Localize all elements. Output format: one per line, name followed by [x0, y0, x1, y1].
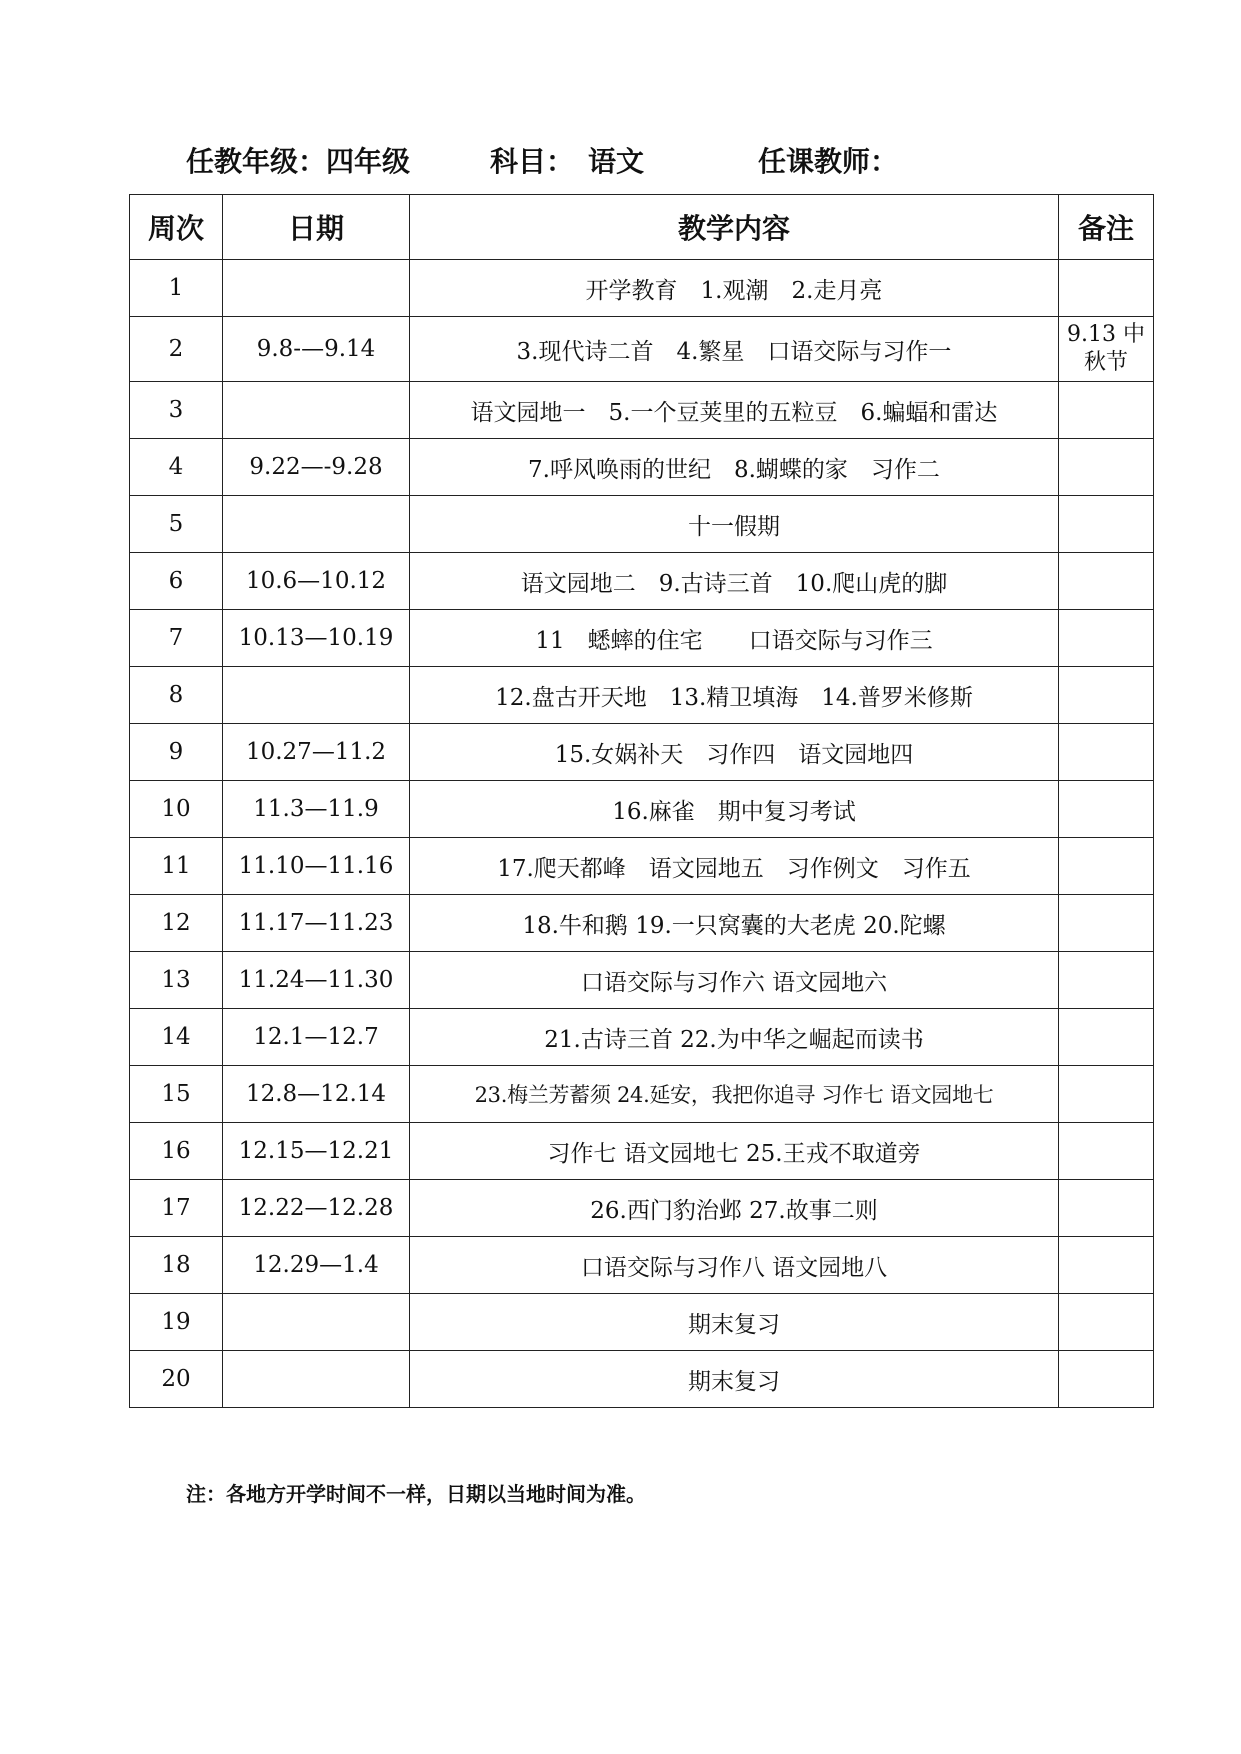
date-cell: 10.27—11.2 — [223, 724, 410, 781]
table-row — [130, 1066, 1154, 1123]
note-cell — [1059, 1294, 1154, 1351]
content-cell: 期末复习 — [410, 1294, 1059, 1351]
week-cell: 18 — [130, 1237, 223, 1294]
content-cell: 开学教育 1.观潮 2.走月亮 — [410, 260, 1059, 317]
week-cell: 6 — [130, 553, 223, 610]
content-cell: 习作七 语文园地七 25.王戎不取道旁 — [410, 1123, 1059, 1180]
date-cell: 12.15—12.21 — [223, 1123, 410, 1180]
table-row — [130, 610, 1154, 667]
table-row — [130, 1123, 1154, 1180]
table-row — [130, 496, 1154, 553]
week-cell: 5 — [130, 496, 223, 553]
column-header-note: 备注 — [1059, 195, 1154, 260]
week-cell: 4 — [130, 439, 223, 496]
content-cell: 语文园地一 5.一个豆荚里的五粒豆 6.蝙蝠和雷达 — [410, 382, 1059, 439]
content-cell: 口语交际与习作八 语文园地八 — [410, 1237, 1059, 1294]
table-row — [130, 1180, 1154, 1237]
date-cell — [223, 382, 410, 439]
note-cell — [1059, 667, 1154, 724]
note-cell — [1059, 895, 1154, 952]
content-cell: 17.爬天都峰 语文园地五 习作例文 习作五 — [410, 838, 1059, 895]
week-cell: 19 — [130, 1294, 223, 1351]
date-cell — [223, 1294, 410, 1351]
table-row — [130, 895, 1154, 952]
week-cell: 8 — [130, 667, 223, 724]
note-cell — [1059, 838, 1154, 895]
subject-label: 科目： 语文 — [490, 145, 645, 178]
note-cell — [1059, 439, 1154, 496]
note-cell — [1059, 1180, 1154, 1237]
content-cell: 16.麻雀 期中复习考试 — [410, 781, 1059, 838]
note-cell — [1059, 952, 1154, 1009]
table-row — [130, 1009, 1154, 1066]
date-cell: 10.6—10.12 — [223, 553, 410, 610]
table-row — [130, 260, 1154, 317]
grade-label: 任教年级：四年级 — [186, 145, 411, 178]
week-cell: 2 — [130, 317, 223, 382]
content-cell: 23.梅兰芳蓄须 24.延安，我把你追寻 习作七 语文园地七 — [410, 1066, 1059, 1123]
content-cell: 21.古诗三首 22.为中华之崛起而读书 — [410, 1009, 1059, 1066]
note-cell — [1059, 610, 1154, 667]
content-cell: 十一假期 — [410, 496, 1059, 553]
table-row — [130, 1294, 1154, 1351]
date-cell: 11.17—11.23 — [223, 895, 410, 952]
table-header-row — [130, 195, 1154, 260]
week-cell: 14 — [130, 1009, 223, 1066]
note-cell — [1059, 260, 1154, 317]
week-cell: 12 — [130, 895, 223, 952]
week-cell: 16 — [130, 1123, 223, 1180]
content-cell: 12.盘古开天地 13.精卫填海 14.普罗米修斯 — [410, 667, 1059, 724]
week-cell: 9 — [130, 724, 223, 781]
week-cell: 3 — [130, 382, 223, 439]
date-cell: 11.3—11.9 — [223, 781, 410, 838]
note-cell — [1059, 382, 1154, 439]
note-cell — [1059, 1237, 1154, 1294]
note-cell — [1059, 496, 1154, 553]
footnote: 注：各地方开学时间不一样，日期以当地时间为准。 — [186, 1482, 646, 1506]
note-cell: 9.13 中秋节 — [1059, 317, 1154, 382]
content-cell: 期末复习 — [410, 1351, 1059, 1408]
table-row — [130, 317, 1154, 382]
content-cell: 26.西门豹治邺 27.故事二则 — [410, 1180, 1059, 1237]
table-row — [130, 952, 1154, 1009]
table-row — [130, 553, 1154, 610]
note-cell — [1059, 724, 1154, 781]
table-row — [130, 724, 1154, 781]
date-cell: 9.22—-9.28 — [223, 439, 410, 496]
date-cell: 11.24—11.30 — [223, 952, 410, 1009]
content-cell: 7.呼风唤雨的世纪 8.蝴蝶的家 习作二 — [410, 439, 1059, 496]
schedule-table — [129, 194, 1154, 1408]
date-cell: 10.13—10.19 — [223, 610, 410, 667]
date-cell — [223, 667, 410, 724]
teacher-label: 任课教师： — [758, 145, 899, 178]
note-cell — [1059, 1351, 1154, 1408]
table-row — [130, 1351, 1154, 1408]
note-cell — [1059, 1066, 1154, 1123]
week-cell: 11 — [130, 838, 223, 895]
note-cell — [1059, 781, 1154, 838]
date-cell: 12.1—12.7 — [223, 1009, 410, 1066]
content-cell: 18.牛和鹅 19.一只窝囊的大老虎 20.陀螺 — [410, 895, 1059, 952]
table-row — [130, 1237, 1154, 1294]
date-cell: 12.29—1.4 — [223, 1237, 410, 1294]
date-cell — [223, 260, 410, 317]
content-cell: 3.现代诗二首 4.繁星 口语交际与习作一 — [410, 317, 1059, 382]
table-row — [130, 439, 1154, 496]
date-cell: 12.8—12.14 — [223, 1066, 410, 1123]
content-cell: 口语交际与习作六 语文园地六 — [410, 952, 1059, 1009]
table-row — [130, 838, 1154, 895]
week-cell: 10 — [130, 781, 223, 838]
note-cell — [1059, 1123, 1154, 1180]
note-cell — [1059, 553, 1154, 610]
date-cell — [223, 496, 410, 553]
table-row — [130, 781, 1154, 838]
date-cell — [223, 1351, 410, 1408]
date-cell: 11.10—11.16 — [223, 838, 410, 895]
week-cell: 7 — [130, 610, 223, 667]
content-cell: 语文园地二 9.古诗三首 10.爬山虎的脚 — [410, 553, 1059, 610]
week-cell: 17 — [130, 1180, 223, 1237]
note-cell — [1059, 1009, 1154, 1066]
date-cell: 9.8-—9.14 — [223, 317, 410, 382]
column-header-week: 周次 — [130, 195, 223, 260]
content-cell: 15.女娲补天 习作四 语文园地四 — [410, 724, 1059, 781]
week-cell: 1 — [130, 260, 223, 317]
week-cell: 13 — [130, 952, 223, 1009]
table-row — [130, 667, 1154, 724]
column-header-content: 教学内容 — [410, 195, 1059, 260]
week-cell: 15 — [130, 1066, 223, 1123]
table-row — [130, 382, 1154, 439]
content-cell: 11 蟋蟀的住宅 口语交际与习作三 — [410, 610, 1059, 667]
date-cell: 12.22—12.28 — [223, 1180, 410, 1237]
column-header-date: 日期 — [223, 195, 410, 260]
week-cell: 20 — [130, 1351, 223, 1408]
